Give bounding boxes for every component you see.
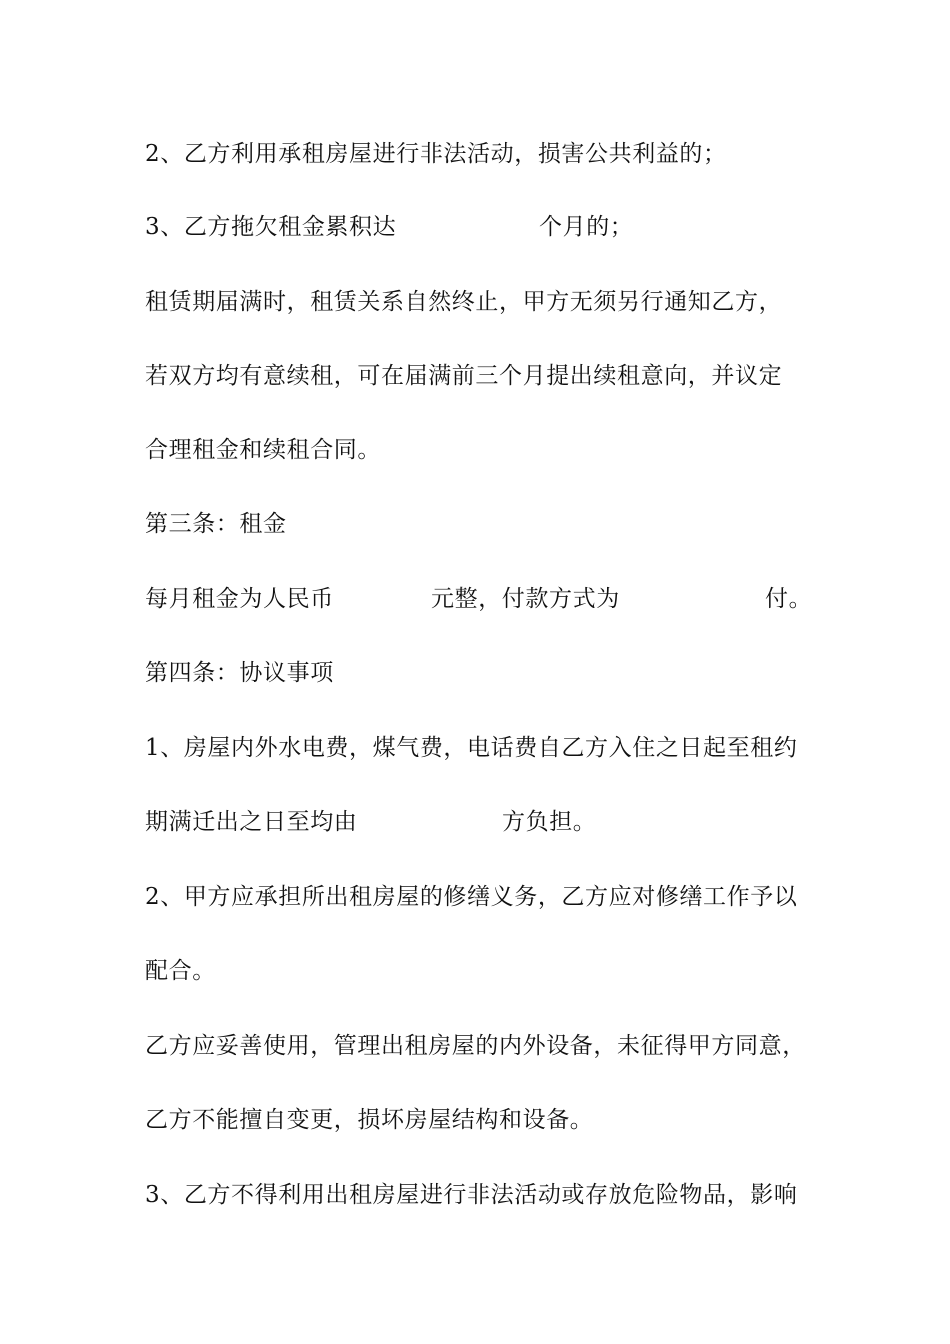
clause-2-illegal-activity: 2、乙方利用承租房屋进行非法活动，损害公共利益的； [145, 141, 727, 167]
article-3-heading: 第三条：租金 [145, 511, 287, 537]
utilities-text-after-blank: 方负担。 [502, 809, 597, 835]
lease-expiry-paragraph-line-2: 若双方均有意续租，可在届满前三个月提出续租意向，并议定 [145, 363, 783, 389]
payment-suffix: 付。 [765, 586, 813, 612]
clause-2-repairs-line-2: 配合。 [145, 958, 216, 984]
monthly-rent-line [145, 584, 845, 614]
clause-3-rent-arrears [145, 212, 845, 242]
payment-method-label: 元整，付款方式为 [431, 586, 620, 612]
lease-expiry-paragraph-line-1: 租赁期届满时，租赁关系自然终止，甲方无须另行通知乙方， [145, 289, 783, 315]
clause-1-utilities-line-1: 1、房屋内外水电费，煤气费，电话费自乙方入住之日起至租约 [145, 735, 798, 761]
article-4-heading: 第四条：协议事项 [145, 660, 334, 686]
lease-expiry-paragraph-line-3: 合理租金和续租合同。 [145, 437, 381, 463]
clause-2-repairs-line-1: 2、甲方应承担所出租房屋的修缮义务，乙方应对修缮工作予以 [145, 884, 798, 910]
clause-3-prohibited-use: 3、乙方不得利用出租房屋进行非法活动或存放危险物品，影响 [145, 1182, 798, 1208]
clause-1-utilities-line-2 [145, 807, 845, 837]
rent-amount-label: 每月租金为人民币 [145, 586, 334, 612]
clause-3-text-before-blank: 3、乙方拖欠租金累积达 [145, 214, 397, 240]
equipment-use-line-1: 乙方应妥善使用，管理出租房屋的内外设备，未征得甲方同意， [145, 1033, 806, 1059]
utilities-text-before-blank: 期满迁出之日至均由 [145, 809, 358, 835]
clause-3-text-after-blank: 个月的； [539, 214, 634, 240]
equipment-use-line-2: 乙方不能擅自变更，损坏房屋结构和设备。 [145, 1107, 594, 1133]
